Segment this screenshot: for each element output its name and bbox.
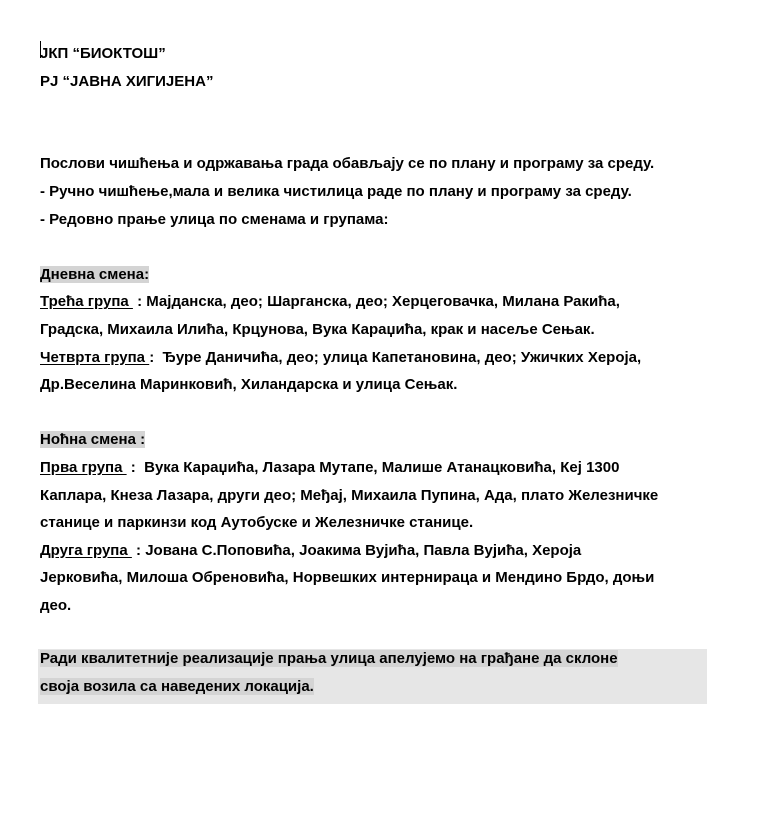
appeal-text [40, 645, 618, 700]
group-streets-cont: Др.Веселина Маринковић, Хиландарска и улица Сењак. [40, 376, 458, 394]
night-shift-title: Ноћна смена : [40, 431, 146, 449]
group-line [40, 537, 720, 565]
group-streets-cont: део. [40, 596, 72, 614]
night-shift-heading [40, 426, 720, 454]
intro-line: - Редовно прање улица по сменама и групама: [40, 210, 389, 228]
appeal-line [40, 645, 618, 673]
document-body[interactable] [40, 40, 720, 619]
group-label: Прва група [40, 458, 127, 476]
unit-name: РЈ “ЈАВНА ХИГИЈЕНА” [40, 72, 214, 90]
spacer [40, 95, 720, 123]
spacer [40, 123, 720, 151]
group-streets-cont: Јерковића, Милоша Обреновића, Норвешких интернираца и Мендино Брдо, доњи [40, 569, 655, 587]
day-shift-heading [40, 261, 720, 289]
intro-line: - Ручно чишћење,мала и велика чистилица раде по плану и програму за среду. [40, 182, 632, 200]
group-label: Трећа група [40, 293, 133, 311]
intro-line: Послови чишћења и одржавања града обављају се по плану и програму за среду. [40, 155, 655, 173]
appeal-line-1: Ради квалитетније реализације прања улица апелујемо на грађане да склоне [40, 650, 618, 667]
group-label: Друга група [40, 541, 132, 559]
group-sep: : [132, 293, 147, 311]
group-streets-cont: Каплара, Кнеза Лазара, други део; Међај, Михаила Пупина, Ада, плато Железничке [40, 486, 659, 504]
group-streets-cont: Градска, Михаила Илића, Крцунова, Вука Караџића, крак и насеље Сењак. [40, 320, 595, 338]
group-sep: : [149, 348, 163, 366]
spacer [40, 399, 720, 427]
group-sep: : [131, 541, 146, 559]
appeal-line [40, 673, 618, 701]
group-streets: Мајданска, део; Шарганска, део; Херцеговачка, Милана Ракића, [146, 293, 620, 311]
group-streets: Вука Караџића, Лазара Мутапе, Малише Атанацковића, Кеј 1300 [144, 458, 620, 476]
group-label: Четврта група [40, 348, 150, 366]
group-line [40, 454, 720, 482]
group-line [40, 344, 720, 372]
day-shift-title: Дневна смена: [40, 265, 150, 283]
org-name: ЈКП “БИОКТОШ” [40, 45, 166, 62]
group-line [40, 288, 720, 316]
appeal-line-2: своја возила са наведених локација. [40, 677, 314, 695]
group-streets: Ђуре Даничића, део; улица Капетановина, део; Ужичких Хероја, [162, 348, 642, 366]
group-streets: Јована С.Поповића, Јоакима Вујића, Павла Вујића, Хероја [145, 541, 582, 559]
spacer [40, 233, 720, 261]
group-streets-cont: станице и паркинзи код Аутобуске и Железничке станице. [40, 514, 474, 532]
group-sep: : [126, 458, 145, 476]
